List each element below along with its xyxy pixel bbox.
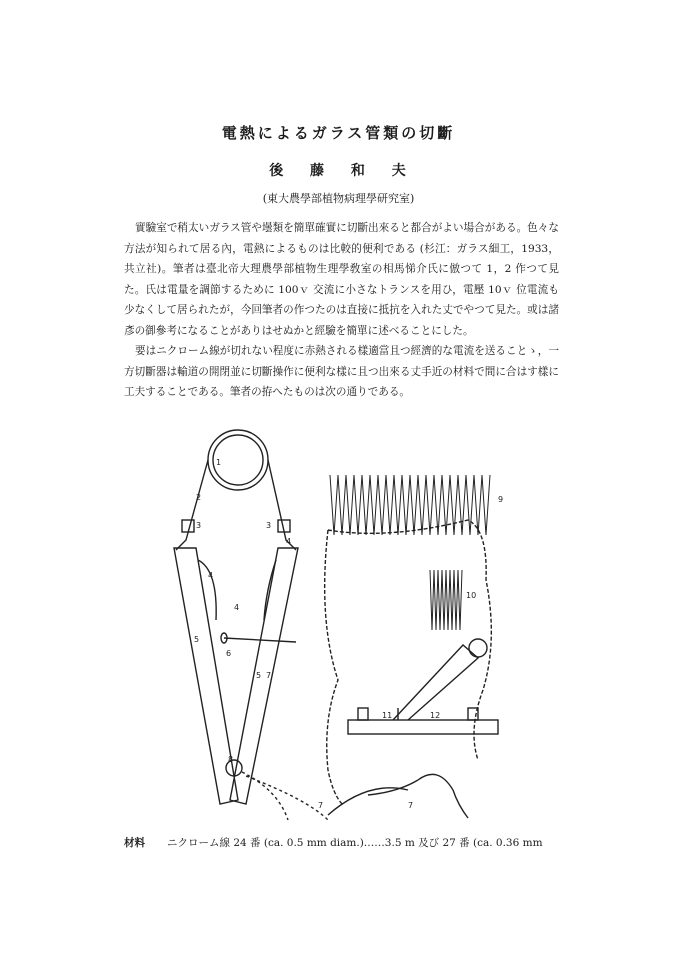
left-arm — [174, 548, 238, 804]
resistor-box — [348, 720, 498, 734]
materials-label: 材料 — [124, 837, 145, 849]
figure-label: 5 — [194, 635, 200, 644]
figure-label: 8 — [228, 755, 234, 764]
figure-label: 5 — [256, 671, 262, 680]
figure-label: 10 — [466, 591, 477, 600]
figure-label: 3 — [196, 521, 202, 530]
small-comb-element — [430, 570, 462, 630]
figure-label: 4 — [208, 571, 214, 580]
figure-label: 4 — [234, 603, 240, 612]
apparatus-drawing — [168, 420, 528, 820]
paragraph-1: 實驗室で稍太いガラス管や壜類を簡單確實に切斷出來ると都合がよい場合がある。色々な方法が知られて居る內，電熱によるものは比較的便利である (杉江：ガラス細工，1933，共立社)。筆者は臺北帝大理農學部植物生理學敎室の相馬悌介氏に倣つて 1，2 作つて見た。氏は電量を調節するために 100ｖ 交流に小さなトランスを用ひ，電壓 10ｖ 位電流も少なくして居られたが，今回筆者の作つたのは直接に抵抗を入れた丈でやつて見た。或は諸彥の御參考になることがありはせぬかと經驗を簡單に述べることにした。 — [124, 222, 559, 337]
figure-label: 7 — [318, 801, 324, 810]
figure-label: 2 — [196, 493, 202, 502]
comb-element — [330, 475, 490, 535]
article-author: 後 藤 和 夫 — [269, 163, 408, 179]
apparatus-figure — [168, 420, 528, 820]
article-affiliation: (東大農學部植物病理學研究室) — [262, 192, 415, 205]
materials-line — [124, 835, 594, 850]
article-body — [124, 218, 559, 403]
paragraph-2: 要はニクローム線が切れない程度に赤熱される樣適當且つ經濟的な電流を送ることゝ，一方切斷器は輸道の開閉並に切斷操作に便利な樣に且つ出來る丈手近の材料で間に合はす樣に工夫することである。筆者の拵へたものは次の通りである。 — [124, 345, 559, 398]
figure-label: 7 — [408, 801, 414, 810]
figure-label: 3 — [266, 521, 272, 530]
figure-label: 7 — [266, 671, 272, 680]
figure-label: 6 — [226, 649, 232, 658]
figure-label: 11 — [382, 711, 393, 720]
materials-text: ニクローム線 24 番 (ca. 0.5 mm diam.)……3.5 m 及び 27 番 (ca. 0.36 mm — [167, 837, 543, 849]
figure-label: 4 — [286, 537, 292, 546]
figure-label: 9 — [498, 495, 504, 504]
figure-label: 12 — [430, 711, 441, 720]
right-arm — [230, 548, 298, 804]
figure-label: 1 — [216, 458, 222, 467]
article-title: 電熱によるガラス管類の切斷 — [221, 124, 456, 142]
